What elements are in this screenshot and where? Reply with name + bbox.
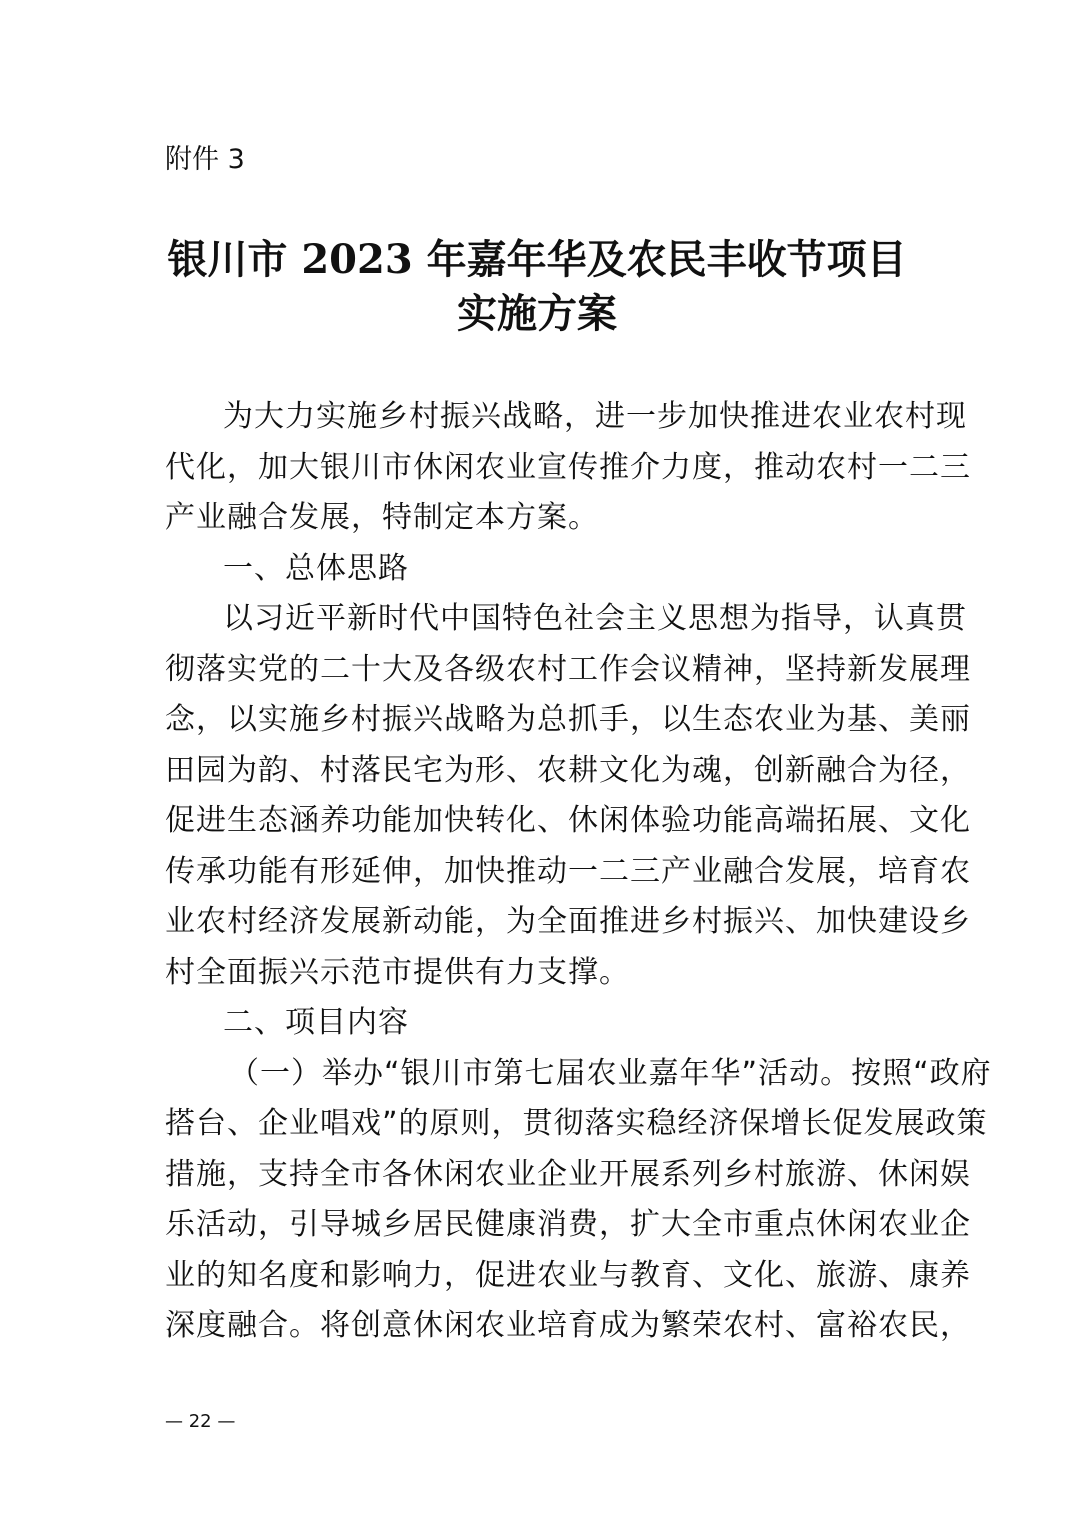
page-number: — 22 — [165, 1411, 236, 1432]
section-heading-project-content: 二、项目内容 [223, 1005, 409, 1040]
document-title-line-1: 银川市 2023 年嘉年华及农民丰收节项目 [167, 236, 907, 283]
document-title-line-2: 实施方案 [457, 290, 617, 337]
paragraph-line: 代化，加大银川市休闲农业宣传推介力度，推动农村一二三 [165, 449, 971, 485]
paragraph-line: 深度融合。将创意休闲农业培育成为繁荣农村、富裕农民， [165, 1308, 971, 1343]
paragraph-line: 村全面振兴示范市提供有力支撑。 [165, 954, 630, 990]
paragraph-line: （一）举办“银川市第七届农业嘉年华”活动。按照“政府 [229, 1055, 992, 1091]
paragraph-line: 搭台、企业唱戏”的原则，贯彻落实稳经济保增长促发展政策 [165, 1106, 988, 1141]
paragraph-line: 念，以实施乡村振兴战略为总抓手，以生态农业为基、美丽 [165, 702, 971, 737]
section-heading-overall-approach: 一、总体思路 [223, 550, 409, 586]
paragraph-line: 业农村经济发展新动能，为全面推进乡村振兴、加快建设乡 [165, 904, 971, 939]
paragraph-line: 乐活动，引导城乡居民健康消费，扩大全市重点休闲农业企 [165, 1207, 971, 1242]
paragraph-line: 措施，支持全市各休闲农业企业开展系列乡村旅游、休闲娱 [165, 1156, 971, 1192]
paragraph-line: 田园为韵、村落民宅为形、农耕文化为魂，创新融合为径， [165, 752, 971, 788]
attachment-label: 附件 3 [165, 144, 245, 175]
paragraph-line: 业的知名度和影响力，促进农业与教育、文化、旅游、康养 [165, 1257, 971, 1293]
paragraph-line: 传承功能有形延伸，加快推动一二三产业融合发展，培育农 [165, 853, 971, 889]
paragraph-line: 为大力实施乡村振兴战略，进一步加快推进农业农村现 [223, 399, 967, 434]
paragraph-line: 促进生态涵养功能加快转化、休闲体验功能高端拓展、文化 [165, 803, 971, 838]
document-body [165, 392, 992, 1352]
paragraph-line: 以习近平新时代中国特色社会主义思想为指导，认真贯 [223, 601, 967, 636]
paragraph-line: 彻落实党的二十大及各级农村工作会议精神，坚持新发展理 [165, 651, 971, 687]
paragraph-line: 产业融合发展，特制定本方案。 [165, 500, 599, 535]
